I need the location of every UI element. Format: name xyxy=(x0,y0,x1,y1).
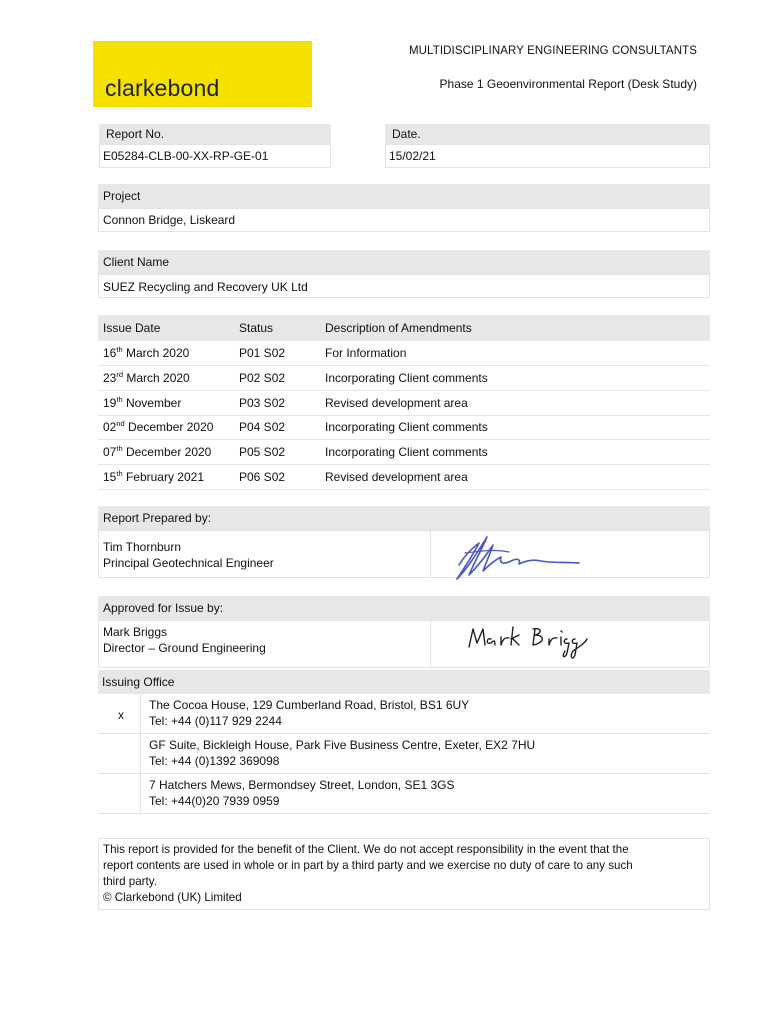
date-label: Date. xyxy=(392,127,421,141)
approved-by-label-cell xyxy=(98,596,710,620)
office-address: 7 Hatchers Mews, Bermondsey Street, London, SE1 3GS xyxy=(149,778,455,792)
header-description: Description of Amendments xyxy=(320,315,710,341)
issue-date: 23rd March 2020 xyxy=(98,366,234,391)
report-no-value-cell xyxy=(99,144,331,168)
approved-signature xyxy=(461,621,591,667)
header-status: Status xyxy=(234,315,320,341)
signature-divider xyxy=(430,621,431,668)
table-row xyxy=(98,440,710,465)
prepared-by-label: Report Prepared by: xyxy=(103,511,212,525)
office-row-london xyxy=(98,774,710,814)
office-column-divider xyxy=(140,694,141,814)
copyright-notice: © Clarkebond (UK) Limited xyxy=(103,891,242,904)
issue-table-header xyxy=(98,315,710,341)
office-address: The Cocoa House, 129 Cumberland Road, Bristol, BS1 6UY xyxy=(149,698,470,712)
date-value-cell xyxy=(385,144,710,168)
issuing-office-label: Issuing Office xyxy=(102,675,175,689)
prepared-by-label-cell xyxy=(98,506,710,530)
prepared-by-cell xyxy=(98,530,710,578)
table-row xyxy=(98,415,710,440)
selected-office-marker: x xyxy=(118,708,124,722)
approved-by-cell xyxy=(98,620,710,668)
issue-date: 07th December 2020 xyxy=(98,440,234,465)
issue-description: For Information xyxy=(320,341,710,366)
office-address: GF Suite, Bickleigh House, Park Five Business Centre, Exeter, EX2 7HU xyxy=(149,738,536,752)
issue-description: Incorporating Client comments xyxy=(320,366,710,391)
approved-by-label: Approved for Issue by: xyxy=(103,601,224,615)
issue-status: P05 S02 xyxy=(234,440,320,465)
client-value-cell xyxy=(98,274,710,298)
table-row xyxy=(98,341,710,366)
company-logo xyxy=(93,41,312,107)
header-issue-date: Issue Date xyxy=(98,315,234,341)
issuing-office-label-cell xyxy=(98,670,710,694)
office-tel: Tel: +44 (0)117 929 2244 xyxy=(149,714,282,728)
prepared-signature xyxy=(451,531,591,581)
header-tagline: MULTIDISCIPLINARY ENGINEERING CONSULTANTS xyxy=(408,45,697,57)
date-value: 15/02/21 xyxy=(389,149,436,163)
disclaimer-line: This report is provided for the benefit of the Client. We do not accept responsibility in the event that the xyxy=(103,843,629,856)
report-type-title: Phase 1 Geoenvironmental Report (Desk Study) xyxy=(439,77,697,91)
issue-description: Incorporating Client comments xyxy=(320,440,710,465)
table-row xyxy=(98,464,710,489)
issue-history-table xyxy=(98,315,710,490)
report-no-label-cell xyxy=(99,124,331,144)
report-no-value: E05284-CLB-00-XX-RP-GE-01 xyxy=(103,149,269,163)
client-value: SUEZ Recycling and Recovery UK Ltd xyxy=(103,280,308,294)
issue-status: P06 S02 xyxy=(234,464,320,489)
issue-status: P01 S02 xyxy=(234,341,320,366)
project-label: Project xyxy=(103,189,141,203)
issue-status: P02 S02 xyxy=(234,366,320,391)
issue-date: 19th November xyxy=(98,390,234,415)
issue-description: Incorporating Client comments xyxy=(320,415,710,440)
project-value: Connon Bridge, Liskeard xyxy=(103,213,236,227)
disclaimer-line: report contents are used in whole or in part by a third party and we exercise no duty of care to any such xyxy=(103,859,633,872)
issue-date: 15th February 2021 xyxy=(98,464,234,489)
client-label-cell xyxy=(98,250,710,274)
prepared-by-role: Principal Geotechnical Engineer xyxy=(103,556,274,570)
office-tel: Tel: +44 (0)1392 369098 xyxy=(149,754,280,768)
issue-status: P03 S02 xyxy=(234,390,320,415)
office-row-bristol xyxy=(98,694,710,734)
approved-by-name: Mark Briggs xyxy=(103,625,168,639)
table-row xyxy=(98,390,710,415)
issue-date: 02nd December 2020 xyxy=(98,415,234,440)
issue-description: Revised development area xyxy=(320,390,710,415)
project-value-cell xyxy=(98,208,710,232)
issue-status: P04 S02 xyxy=(234,415,320,440)
table-row xyxy=(98,366,710,391)
logo-text: clarkebond xyxy=(105,75,220,101)
issue-date: 16th March 2020 xyxy=(98,341,234,366)
report-no-label: Report No. xyxy=(106,127,165,141)
prepared-by-name: Tim Thornburn xyxy=(103,540,182,554)
project-label-cell xyxy=(98,184,710,208)
signature-divider xyxy=(430,531,431,578)
date-label-cell xyxy=(385,124,710,144)
approved-by-role: Director – Ground Engineering xyxy=(103,641,266,655)
client-label: Client Name xyxy=(103,255,170,269)
office-row-exeter xyxy=(98,734,710,774)
issue-description: Revised development area xyxy=(320,464,710,489)
office-tel: Tel: +44(0)20 7939 0959 xyxy=(149,794,280,808)
disclaimer-line: third party. xyxy=(103,875,157,888)
disclaimer-box xyxy=(98,838,710,910)
